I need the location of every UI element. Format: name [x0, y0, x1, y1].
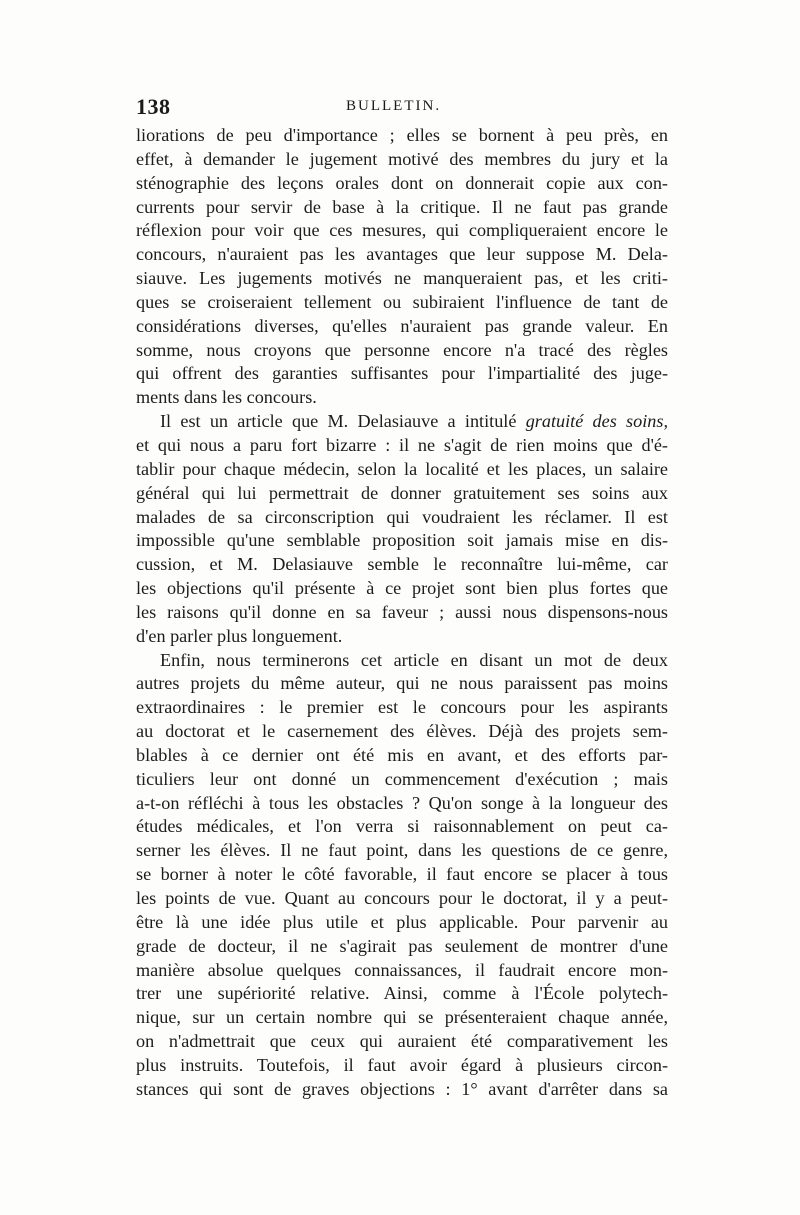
running-head: BULLETIN.	[346, 98, 442, 114]
text-line: liorations de peu d'importance ; elles se bornent à peu près, en	[136, 125, 668, 145]
text-line: d'en parler plus longuement.	[136, 625, 343, 646]
text-line: être là une idée plus utile et plus applicable. Pour parvenir au	[136, 911, 668, 932]
text-line: ques se croiseraient tellement ou subiraient l'influence de tant de	[136, 291, 668, 312]
text-line: cussion, et M. Delasiauve semble le reconnaître lui-même, car	[136, 554, 668, 575]
text-line: concours, n'auraient pas les avantages que leur suppose M. Dela-	[136, 244, 668, 265]
text-line: études médicales, et l'on verra si raisonnablement on peut ca-	[136, 816, 668, 837]
text-line: on n'admettrait que ceux qui auraient été comparativement les	[136, 1031, 668, 1052]
text-line: général qui lui permettrait de donner gratuitement ses soins aux	[136, 482, 668, 503]
text-line: manière absolue quelques connaissances, il faudrait encore mon-	[136, 959, 668, 980]
text-line	[136, 410, 668, 434]
text-line: stances qui sont de graves objections : 1° avant d'arrêter dans sa	[136, 1078, 668, 1099]
text-line: siauve. Les jugements motivés ne manqueraient pas, et les criti-	[136, 268, 668, 289]
body-text	[136, 124, 668, 1102]
text-line: ments dans les concours.	[136, 387, 317, 408]
page-header	[136, 94, 666, 120]
text-line: a-t-on réfléchi à tous les obstacles ? Qu'on songe à la longueur des	[136, 792, 668, 813]
text-line: blables à ce dernier ont été mis en avant, et des efforts par-	[136, 744, 668, 765]
text-line: au doctorat et le casernement des élèves. Déjà des projets sem-	[136, 721, 668, 742]
paragraph-1	[136, 124, 668, 410]
text-line: qui offrent des garanties suffisantes pour l'impartialité des juge-	[136, 363, 668, 384]
italic-title: gratuité des soins,	[525, 411, 668, 432]
text-line: considérations diverses, qu'elles n'auraient pas grande valeur. En	[136, 315, 668, 336]
text-line: se borner à noter le côté favorable, il faut encore se placer à tous	[136, 864, 668, 885]
text-line: malades de sa circonscription qui voudraient les réclamer. Il est	[136, 506, 668, 527]
text-line: sténographie des leçons orales dont on donnerait copie aux con-	[136, 172, 668, 193]
text-run: Il est un article que M. Delasiauve a intitulé	[160, 411, 517, 432]
paragraph-2	[136, 410, 668, 648]
text-line: tablir pour chaque médecin, selon la localité et les places, un salaire	[136, 458, 668, 479]
text-line: impossible qu'une semblable proposition soit jamais mise en dis-	[136, 530, 668, 551]
text-line: serner les élèves. Il ne faut point, dans les questions de ce genre,	[136, 840, 668, 861]
text-line: grade de docteur, il ne s'agirait pas seulement de montrer d'une	[136, 935, 668, 956]
text-line: les points de vue. Quant au concours pour le doctorat, il y a peut-	[136, 888, 668, 908]
text-line: réflexion pour voir que ces mesures, qui compliqueraient encore le	[136, 220, 668, 241]
text-line: currents pour servir de base à la critique. Il ne faut pas grande	[136, 196, 668, 217]
text-line: trer une supériorité relative. Ainsi, comme à l'École polytech-	[136, 983, 668, 1004]
text-line: plus instruits. Toutefois, il faut avoir égard à plusieurs circon-	[136, 1054, 668, 1075]
text-line: les raisons qu'il donne en sa faveur ; aussi nous dispensons-nous	[136, 601, 668, 622]
text-line: effet, à demander le jugement motivé des membres du jury et la	[136, 148, 668, 169]
text-line: et qui nous a paru fort bizarre : il ne s'agit de rien moins que d'é-	[136, 434, 668, 455]
text-line: extraordinaires : le premier est le concours pour les aspirants	[136, 697, 668, 718]
text-line: nique, sur un certain nombre qui se présenteraient chaque année,	[136, 1007, 668, 1028]
paragraph-3	[136, 649, 668, 1102]
text-line: autres projets du même auteur, qui ne nous paraissent pas moins	[136, 673, 668, 694]
text-line: ticuliers leur ont donné un commencement d'exécution ; mais	[136, 768, 668, 789]
page-number: 138	[136, 94, 171, 119]
text-line: les objections qu'il présente à ce projet sont bien plus fortes que	[136, 578, 668, 599]
text-line: somme, nous croyons que personne encore n'a tracé des règles	[136, 339, 668, 360]
text-line: Enfin, nous terminerons cet article en disant un mot de deux	[160, 649, 668, 670]
